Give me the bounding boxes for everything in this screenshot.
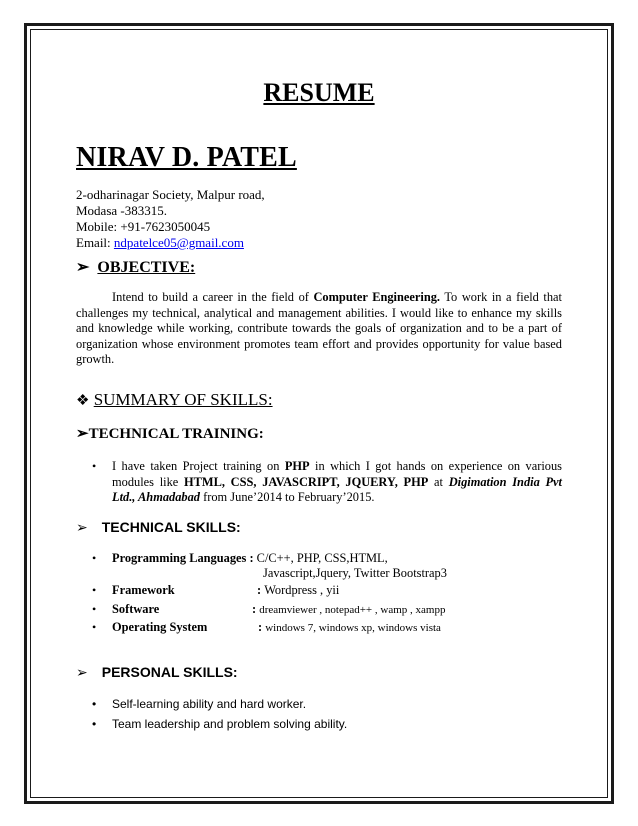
arrow-bullet-icon: ➢ bbox=[76, 259, 90, 276]
bullet-dot-icon: • bbox=[92, 551, 97, 565]
bullet-dot-icon: • bbox=[92, 459, 97, 473]
skill-row-software: • Software bbox=[92, 602, 160, 616]
email-link[interactable]: ndpatelce05@gmail.com bbox=[113, 235, 244, 250]
resume-title: RESUME bbox=[263, 78, 375, 107]
email-line bbox=[76, 235, 244, 251]
bullet-dot-icon: • bbox=[92, 583, 97, 597]
bullet-dot-icon: • bbox=[92, 717, 97, 731]
skill-value-software: : dreamviewer , notepad++ , wamp , xampp bbox=[252, 602, 446, 616]
skill-row-programming-cont: Javascript,Jquery, Twitter Bootstrap3 bbox=[263, 566, 447, 580]
bullet-dot-icon: • bbox=[92, 697, 97, 711]
personal-skills-heading-text: PERSONAL SKILLS: bbox=[101, 664, 238, 680]
arrow-bullet-icon: ➢ bbox=[76, 519, 88, 535]
training-bullet bbox=[92, 459, 112, 475]
summary-heading-text: SUMMARY OF SKILLS: bbox=[93, 390, 273, 409]
skill-value-os: : windows 7, windows xp, windows vista bbox=[258, 620, 441, 634]
objective-heading bbox=[76, 258, 195, 278]
skill-row-os: • Operating System bbox=[92, 620, 208, 634]
skill-row-framework: • Framework bbox=[92, 583, 175, 597]
skill-value-framework: : Wordpress , yii bbox=[257, 583, 340, 597]
diamond-bullet-icon: ❖ bbox=[76, 393, 90, 409]
bullet-dot-icon: • bbox=[92, 620, 97, 634]
skill-row-programming: • Programming Languages : C/C++, PHP, CSS,HTML, bbox=[92, 551, 388, 565]
email-label: Email: bbox=[76, 235, 114, 250]
technical-training-heading: ➢TECHNICAL TRAINING: bbox=[76, 426, 264, 442]
training-description: I have taken Project training on PHP in which I got hands on experience on various modules like HTML, CSS, JAVASCRIPT, JQUERY, PHP at Digimation India Pvt Ltd., Ahmadabad from June’2014 to February’2015. bbox=[112, 459, 563, 505]
address-line-1: 2-odharinagar Society, Malpur road, bbox=[76, 187, 265, 202]
personal-skill-item: • Self-learning ability and hard worker. bbox=[92, 697, 307, 711]
objective-paragraph: Intend to build a career in the field of Computer Engineering. To work in a field that challenges my technical, analytical and management abilities. I would like to enhance my skills and knowledge while working, contribute towards the goals of organization and to be a part of organization whose environment promotes team effort and provides opportunity for value based growth. bbox=[76, 290, 562, 367]
personal-skill-item: • Team leadership and problem solving ability. bbox=[92, 717, 348, 731]
address-line-2: Modasa -383315. bbox=[76, 203, 167, 218]
objective-heading-text: OBJECTIVE: bbox=[97, 259, 196, 276]
bullet-dot-icon: • bbox=[92, 602, 97, 616]
mobile-number: Mobile: +91-7623050045 bbox=[76, 219, 211, 234]
arrow-bullet-icon: ➢ bbox=[76, 664, 88, 680]
technical-skills-heading bbox=[76, 518, 241, 536]
personal-skills-heading bbox=[76, 663, 238, 681]
summary-heading bbox=[76, 389, 273, 412]
candidate-name: NIRAV D. PATEL bbox=[76, 142, 297, 173]
technical-skills-heading-text: TECHNICAL SKILLS: bbox=[101, 519, 241, 535]
